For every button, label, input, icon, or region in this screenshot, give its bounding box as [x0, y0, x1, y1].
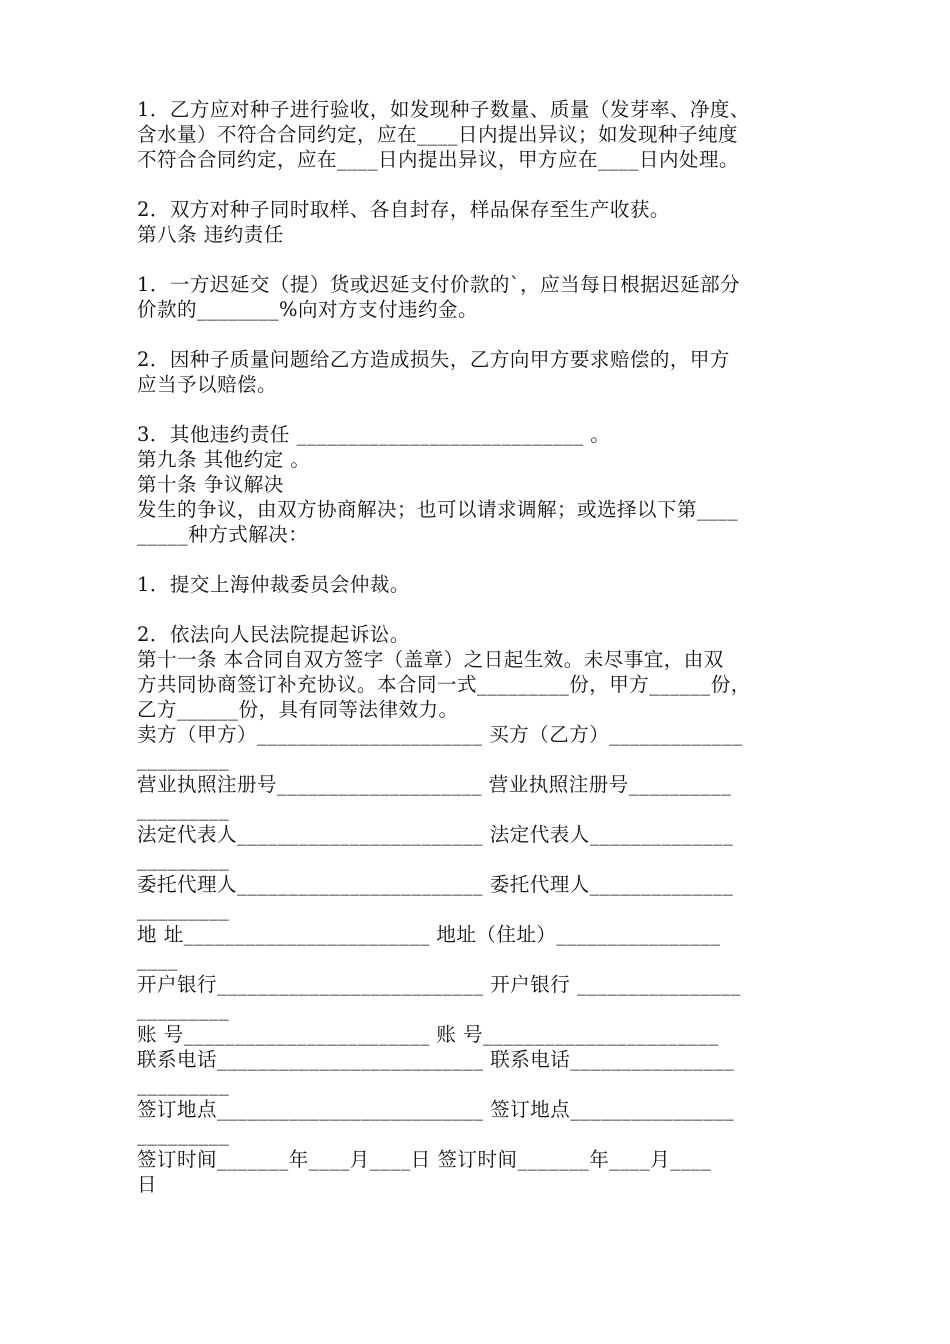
clause-7-1-line-2: 含水量）不符合合同约定，应在____日内提出异议；如发现种子纯度 [137, 123, 739, 146]
clause-8-2-line-2: 应当予以赔偿。 [137, 373, 278, 396]
sig-bank-wrap: _________ [137, 998, 230, 1021]
sig-address: 地 址________________________ 地址（住址）________________ [137, 923, 721, 946]
sig-seller-buyer: 卖方（甲方）______________________ 买方（乙方）_____________ [137, 723, 743, 746]
sig-date-wrap: 日 [137, 1173, 158, 1196]
sig-phone-wrap: _________ [137, 1073, 230, 1096]
clause-10-1: 1．提交上海仲裁委员会仲裁。 [137, 573, 410, 596]
sig-legal-rep: 法定代表人________________________ 法定代表人______________ [137, 823, 734, 846]
article-11-line-1: 第十一条 本合同自双方签字（盖章）之日起生效。未尽事宜，由双 [137, 648, 724, 671]
sig-license: 营业执照注册号____________________ 营业执照注册号__________ [137, 773, 732, 796]
sig-address-wrap: ____ [137, 948, 178, 971]
clause-7-1-line-3: 不符合合同约定，应在____日内提出异议，甲方应在____日内处理。 [137, 148, 740, 171]
sig-agent: 委托代理人________________________ 委托代理人______________ [137, 873, 734, 896]
sig-account: 账 号________________________ 账 号_______________________ [137, 1023, 719, 1046]
article-9-heading: 第九条 其他约定 。 [137, 448, 311, 471]
sig-bank: 开户银行__________________________ 开户银行 ________________ [137, 973, 741, 996]
sig-legal-rep-wrap: _________ [137, 848, 230, 871]
sig-place: 签订地点__________________________ 签订地点________________ [137, 1098, 735, 1121]
article-8-heading: 第八条 违约责任 [137, 223, 284, 246]
sig-date: 签订时间_______年____月____日 签订时间_______年____月____ [137, 1148, 712, 1171]
article-11-line-2: 方共同协商签订补充协议。本合同一式_________份，甲方______份， [137, 673, 751, 696]
sig-license-wrap: _________ [137, 798, 230, 821]
sig-phone: 联系电话__________________________ 联系电话________________ [137, 1048, 735, 1071]
clause-8-2-line-1: 2．因种子质量问题给乙方造成损失，乙方向甲方要求赔偿的，甲方 [137, 348, 730, 371]
article-10-line-1: 发生的争议，由双方协商解决；也可以请求调解；或选择以下第____ [137, 498, 739, 521]
sig-seller-buyer-wrap: _________ [137, 748, 230, 771]
clause-8-3: 3．其他违约责任 ____________________________ 。 [137, 423, 611, 446]
clause-7-1-line-1: 1．乙方应对种子进行验收，如发现种子数量、质量（发芽率、净度、 [137, 98, 750, 121]
article-10-heading: 第十条 争议解决 [137, 473, 284, 496]
clause-10-2: 2．依法向人民法院提起诉讼。 [137, 623, 410, 646]
sig-place-wrap: _________ [137, 1123, 230, 1146]
clause-8-1-line-1: 1．一方迟延交（提）货或迟延支付价款的`，应当每日根据迟延部分 [137, 273, 741, 296]
clause-7-2: 2．双方对种子同时取样、各自封存，样品保存至生产收获。 [137, 198, 670, 221]
clause-8-1-line-2: 价款的________%向对方支付违约金。 [137, 298, 479, 321]
article-11-line-3: 乙方______份，具有同等法律效力。 [137, 698, 459, 721]
article-10-line-2: _____种方式解决： [137, 523, 309, 546]
sig-agent-wrap: _________ [137, 898, 230, 921]
